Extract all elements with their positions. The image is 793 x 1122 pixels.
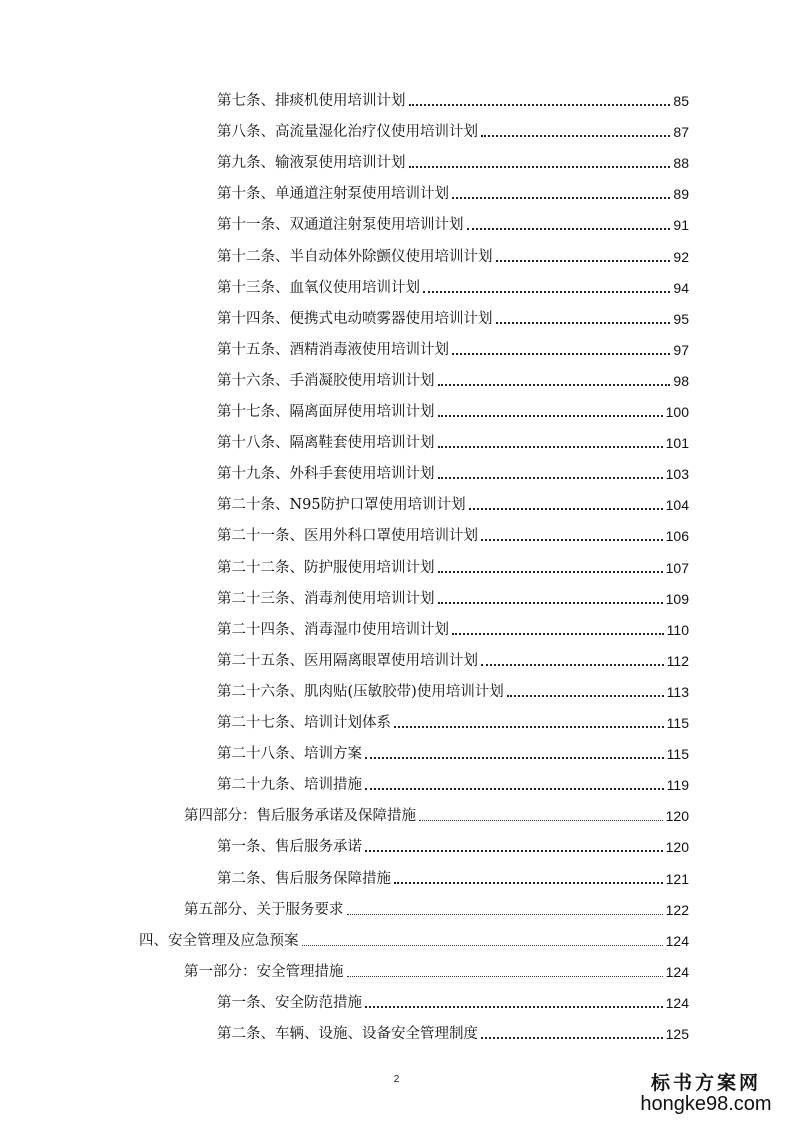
toc-entry-page: 89	[673, 186, 689, 203]
toc-dot-leader	[507, 695, 664, 697]
toc-entry-page: 124	[665, 963, 689, 980]
toc-entry-page: 119	[666, 777, 689, 794]
toc-entry-page: 91	[673, 217, 689, 234]
toc-dot-leader	[438, 446, 663, 448]
toc-entry-page: 100	[665, 404, 689, 420]
toc-entry[interactable]	[217, 152, 689, 174]
toc-dot-leader	[394, 726, 664, 728]
toc-entry-page: 115	[666, 715, 689, 731]
toc-entry-title: 第一条、售后服务承诺	[217, 839, 362, 856]
toc-dot-leader	[481, 539, 663, 541]
toc-entry-page: 88	[673, 155, 689, 172]
toc-entry[interactable]	[217, 868, 689, 890]
toc-entry[interactable]	[217, 992, 689, 1014]
toc-entry-page: 125	[665, 1026, 689, 1042]
toc-entry-title: 第九条、输液泵使用培训计划	[217, 155, 406, 172]
toc-entry-title: 第十一条、双通道注射泵使用培训计划	[217, 217, 464, 234]
toc-entry[interactable]	[184, 805, 689, 827]
toc-entry[interactable]	[217, 494, 689, 516]
toc-dot-leader	[481, 664, 664, 666]
toc-entry[interactable]	[217, 588, 689, 610]
toc-entry[interactable]	[217, 463, 689, 485]
toc-entry-page: 101	[665, 435, 689, 452]
toc-entry-title: 第二十二条、防护服使用培训计划	[217, 559, 435, 576]
toc-entry-page: 110	[666, 621, 689, 638]
toc-entry[interactable]	[217, 339, 689, 361]
toc-entry-title: 第二十一条、医用外科口罩使用培训计划	[217, 528, 478, 545]
toc-entry-title: 第七条、排痰机使用培训计划	[217, 93, 406, 109]
toc-dot-leader	[347, 976, 663, 977]
toc-dot-leader	[423, 291, 670, 293]
toc-entry-title: 第二十九条、培训措施	[217, 777, 362, 794]
toc-dot-leader	[365, 788, 664, 790]
toc-entry[interactable]	[217, 401, 689, 423]
toc-entry-page: 85	[673, 93, 689, 109]
toc-entry-title: 第四部分：售后服务承诺及保障措施	[184, 808, 416, 825]
toc-entry-page: 97	[673, 341, 689, 358]
watermark-en: hongke98.com	[640, 1093, 772, 1115]
toc-dot-leader	[365, 1006, 663, 1008]
toc-entry-title: 第一部分：安全管理措施	[184, 963, 344, 980]
toc-dot-leader	[438, 384, 671, 386]
toc-dot-leader	[452, 353, 670, 355]
toc-entry-title: 第二十四条、消毒湿巾使用培训计划	[217, 621, 449, 638]
toc-entry-page: 107	[665, 559, 689, 576]
toc-entry[interactable]	[139, 930, 689, 952]
toc-entry-page: 122	[665, 901, 689, 918]
toc-entry-page: 120	[665, 839, 689, 856]
toc-dot-leader	[409, 166, 671, 168]
toc-entry-page: 106	[665, 528, 689, 545]
toc-entry[interactable]	[217, 121, 689, 143]
toc-dot-leader	[438, 602, 663, 604]
toc-entry[interactable]	[217, 183, 689, 205]
toc-entry-title: 第十四条、便携式电动喷雾器使用培训计划	[217, 310, 493, 327]
toc-entry-page: 92	[673, 248, 689, 265]
toc-entry-title: 第二条、售后服务保障措施	[217, 870, 391, 887]
toc-dot-leader	[452, 633, 664, 635]
toc-entry[interactable]	[184, 961, 689, 983]
toc-entry-page: 121	[665, 870, 689, 887]
toc-entry-title: 第二十三条、消毒剂使用培训计划	[217, 590, 435, 607]
toc-entry[interactable]	[217, 370, 689, 392]
toc-entry-title: 第二十七条、培训计划体系	[217, 715, 391, 731]
toc-entry-title: 第十条、单通道注射泵使用培训计划	[217, 186, 449, 203]
toc-entry-title: 第八条、高流量湿化治疗仪使用培训计划	[217, 124, 478, 141]
toc-entry-title: 第十七条、隔离面屏使用培训计划	[217, 404, 435, 420]
toc-dot-leader	[302, 945, 663, 946]
toc-entry[interactable]	[217, 681, 689, 703]
toc-entry-title: 第十八条、隔离鞋套使用培训计划	[217, 435, 435, 452]
toc-dot-leader	[365, 850, 663, 852]
toc-entry-page: 94	[673, 279, 689, 296]
toc-entry-page: 95	[673, 310, 689, 327]
toc-entry-title: 第二十五条、医用隔离眼罩使用培训计划	[217, 652, 478, 669]
toc-entry-title: 第十九条、外科手套使用培训计划	[217, 466, 435, 483]
toc-dot-leader	[496, 322, 671, 324]
toc-dot-leader	[394, 882, 663, 884]
toc-entry-title: 第二十八条、培训方案	[217, 746, 362, 763]
toc-entry[interactable]	[217, 90, 689, 112]
toc-dot-leader	[347, 914, 663, 915]
toc-entry-page: 104	[665, 497, 689, 514]
toc-entry-title: 第十二条、半自动体外除颤仪使用培训计划	[217, 248, 493, 265]
toc-entry-page: 120	[665, 808, 689, 825]
toc-dot-leader	[467, 228, 671, 230]
toc-entry[interactable]	[217, 432, 689, 454]
toc-entry-title: 第二十六条、肌肉贴(压敏胶带)使用培训计划	[217, 683, 504, 700]
toc-entry[interactable]	[217, 557, 689, 579]
toc-dot-leader	[365, 757, 664, 759]
toc-entry-page: 113	[666, 683, 689, 700]
toc-entry[interactable]	[217, 743, 689, 765]
toc-entry[interactable]	[217, 246, 689, 268]
toc-dot-leader	[438, 477, 663, 479]
toc-entry-title: 第十六条、手消凝胶使用培训计划	[217, 372, 435, 389]
toc-entry[interactable]	[217, 277, 689, 299]
toc-dot-leader	[409, 104, 671, 106]
toc-dot-leader	[438, 415, 663, 417]
toc-dot-leader	[481, 135, 670, 137]
toc-dot-leader	[481, 1037, 663, 1039]
toc-entry[interactable]	[217, 774, 689, 796]
toc-entry[interactable]	[217, 525, 689, 547]
toc-entry-page: 87	[673, 124, 689, 141]
toc-entry-title: 第十五条、酒精消毒液使用培训计划	[217, 341, 449, 358]
toc-entry-page: 103	[665, 466, 689, 483]
toc-entry[interactable]	[217, 836, 689, 858]
toc-entry-title: 第一条、安全防范措施	[217, 994, 362, 1011]
toc-entry-title: 四、安全管理及应急预案	[139, 932, 299, 949]
page-number: 2	[393, 1074, 400, 1085]
toc-dot-leader	[452, 197, 670, 199]
toc-entry[interactable]	[217, 650, 689, 672]
toc-entry-page: 112	[666, 652, 689, 669]
toc-entry-title: 第五部分、关于服务要求	[184, 901, 344, 918]
toc-entry-page: 98	[673, 372, 689, 389]
toc-entry-page: 109	[665, 590, 689, 607]
toc-entry[interactable]	[217, 214, 689, 236]
watermark-cn: 标书方案网	[650, 1072, 761, 1094]
toc-entry-page: 124	[665, 932, 689, 949]
toc-entry-page: 115	[666, 746, 689, 763]
toc-dot-leader	[438, 571, 663, 573]
toc-entry-title: 第二十条、N95防护口罩使用培训计划	[217, 497, 466, 514]
toc-dot-leader	[496, 260, 671, 262]
toc-entry-page: 124	[665, 994, 689, 1011]
toc-entry[interactable]	[217, 308, 689, 330]
toc-dot-leader	[469, 508, 663, 510]
toc-entry-title: 第二条、车辆、设施、设备安全管理制度	[217, 1026, 478, 1042]
toc-entry[interactable]	[217, 712, 689, 734]
toc-entry[interactable]	[184, 899, 689, 921]
toc-entry-title: 第十三条、血氧仪使用培训计划	[217, 279, 420, 296]
toc-entry[interactable]	[217, 1023, 689, 1045]
toc-entry[interactable]	[217, 619, 689, 641]
watermark-logo	[631, 1068, 781, 1116]
toc-dot-leader	[419, 820, 663, 821]
